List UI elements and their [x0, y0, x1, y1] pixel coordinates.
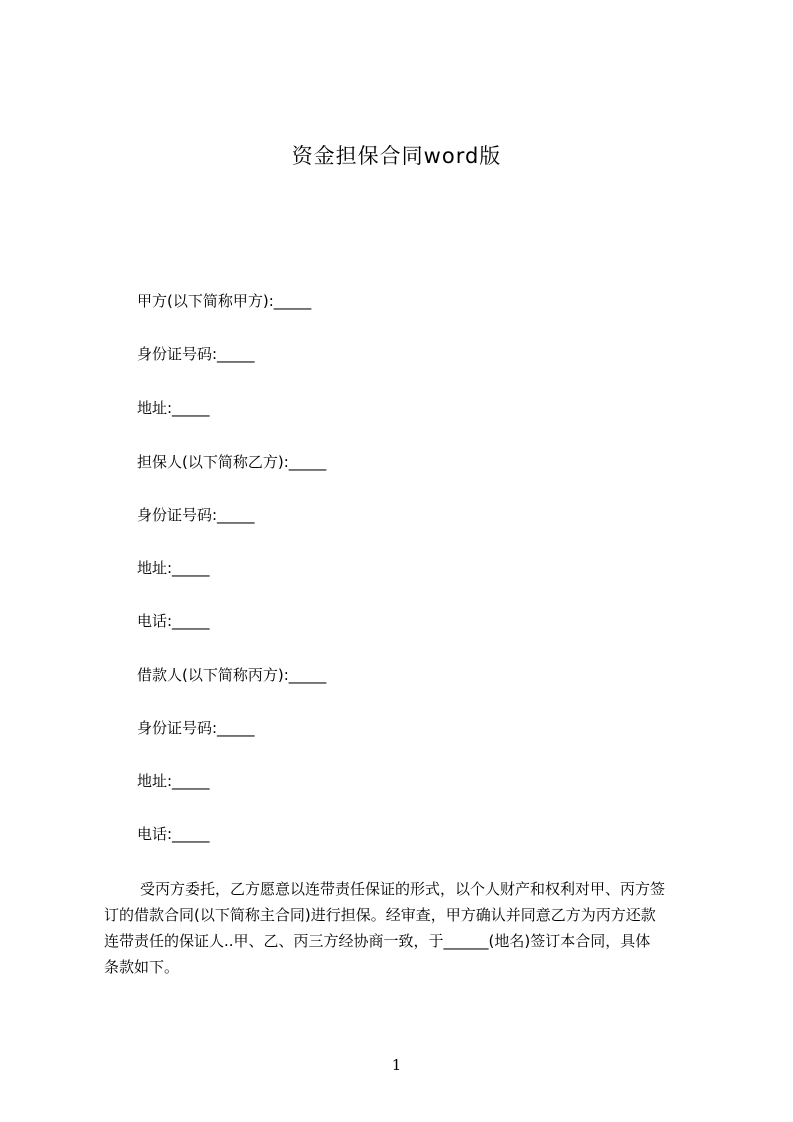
- guarantor-id-field: 身份证号码:_____: [137, 506, 255, 524]
- borrower-field: 借款人(以下简称丙方):_____: [137, 666, 327, 684]
- guarantor-address-field: 地址:_____: [137, 559, 210, 577]
- paragraph-line: 订的借款合同(以下简称主合同)进行担保。经审查，甲方确认并同意乙方为丙方还款: [104, 906, 656, 924]
- entrustment-paragraph: [104, 876, 704, 980]
- party-a-field: 甲方(以下简称甲方):_____: [137, 292, 312, 310]
- borrower-id-field: 身份证号码:_____: [137, 719, 255, 737]
- paragraph-line: 条款如下。: [104, 958, 180, 976]
- paragraph-line: 受丙方委托，乙方愿意以连带责任保证的形式，以个人财产和权利对甲、丙方签: [140, 880, 666, 898]
- page-number: 1: [391, 1056, 402, 1074]
- borrower-phone-field: 电话:_____: [137, 825, 210, 843]
- guarantor-field: 担保人(以下简称乙方):_____: [137, 453, 327, 471]
- guarantor-phone-field: 电话:_____: [137, 612, 210, 630]
- borrower-address-field: 地址:_____: [137, 772, 210, 790]
- document-title: 资金担保合同word版: [291, 144, 502, 168]
- party-a-address-field: 地址:_____: [137, 399, 210, 417]
- party-a-id-field: 身份证号码:_____: [137, 345, 255, 363]
- paragraph-line: 连带责任的保证人..甲、乙、丙三方经协商一致，于______(地名)签订本合同，具体: [104, 932, 651, 950]
